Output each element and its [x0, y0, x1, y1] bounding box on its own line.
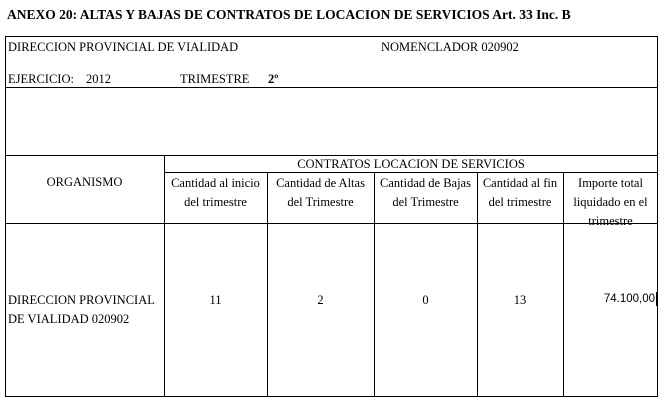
- ejercicio-label: EJERCICIO:: [8, 72, 74, 86]
- col-header-fin-line2: del trimestre: [488, 195, 552, 209]
- row-fin-value: 13: [513, 293, 527, 307]
- table-top-line: [5, 155, 658, 156]
- row-altas-value: 2: [317, 293, 324, 307]
- header-divider: [5, 87, 658, 88]
- column-header-line: [5, 223, 658, 224]
- col-header-bajas: [374, 174, 477, 212]
- col-header-altas-line2: del Trimestre: [287, 195, 354, 209]
- trimestre-label: TRIMESTRE: [180, 72, 250, 86]
- col-header-altas-line1: Cantidad de Altas: [276, 176, 365, 190]
- col-header-inicio-line2: del trimestre: [184, 195, 247, 209]
- col-header-importe: [563, 174, 658, 231]
- col-header-fin-line1: Cantidad al fin: [482, 176, 558, 190]
- organismo-column-header: ORGANISMO: [46, 175, 123, 189]
- row-organismo-line1: DIRECCION PROVINCIAL: [8, 293, 155, 307]
- col-header-altas: [267, 174, 374, 212]
- col-header-importe-line1: Importe total: [578, 176, 643, 190]
- text-cursor: [656, 292, 657, 306]
- row-organismo-line2: DE VIALIDAD 020902: [8, 312, 130, 326]
- ejercicio-value: 2012: [86, 72, 111, 86]
- group-header-line: [164, 172, 658, 173]
- row-bajas-value: 0: [422, 293, 429, 307]
- col-header-fin: [477, 174, 563, 212]
- row-inicio-value: 11: [209, 293, 222, 307]
- col-header-bajas-line1: Cantidad de Bajas: [380, 176, 471, 190]
- col-header-importe-line3: trimestre: [588, 214, 633, 228]
- trimestre-value: 2º: [268, 72, 279, 86]
- col-header-bajas-line2: del Trimestre: [392, 195, 459, 209]
- form-frame: [5, 36, 658, 397]
- row-importe-value[interactable]: 74.100,00: [603, 293, 655, 305]
- col-header-inicio-line1: Cantidad al inicio: [171, 176, 260, 190]
- col-header-inicio: [164, 174, 267, 212]
- nomenclador-label: NOMENCLADOR 020902: [381, 40, 519, 54]
- col-header-importe-line2: liquidado en el: [573, 195, 648, 209]
- document-title: ANEXO 20: ALTAS Y BAJAS DE CONTRATOS DE LOCACION DE SERVICIOS Art. 33 Inc. B: [7, 7, 571, 22]
- organismo-name: DIRECCION PROVINCIAL DE VIALIDAD: [8, 40, 239, 54]
- contratos-group-header: CONTRATOS LOCACION DE SERVICIOS: [297, 157, 525, 171]
